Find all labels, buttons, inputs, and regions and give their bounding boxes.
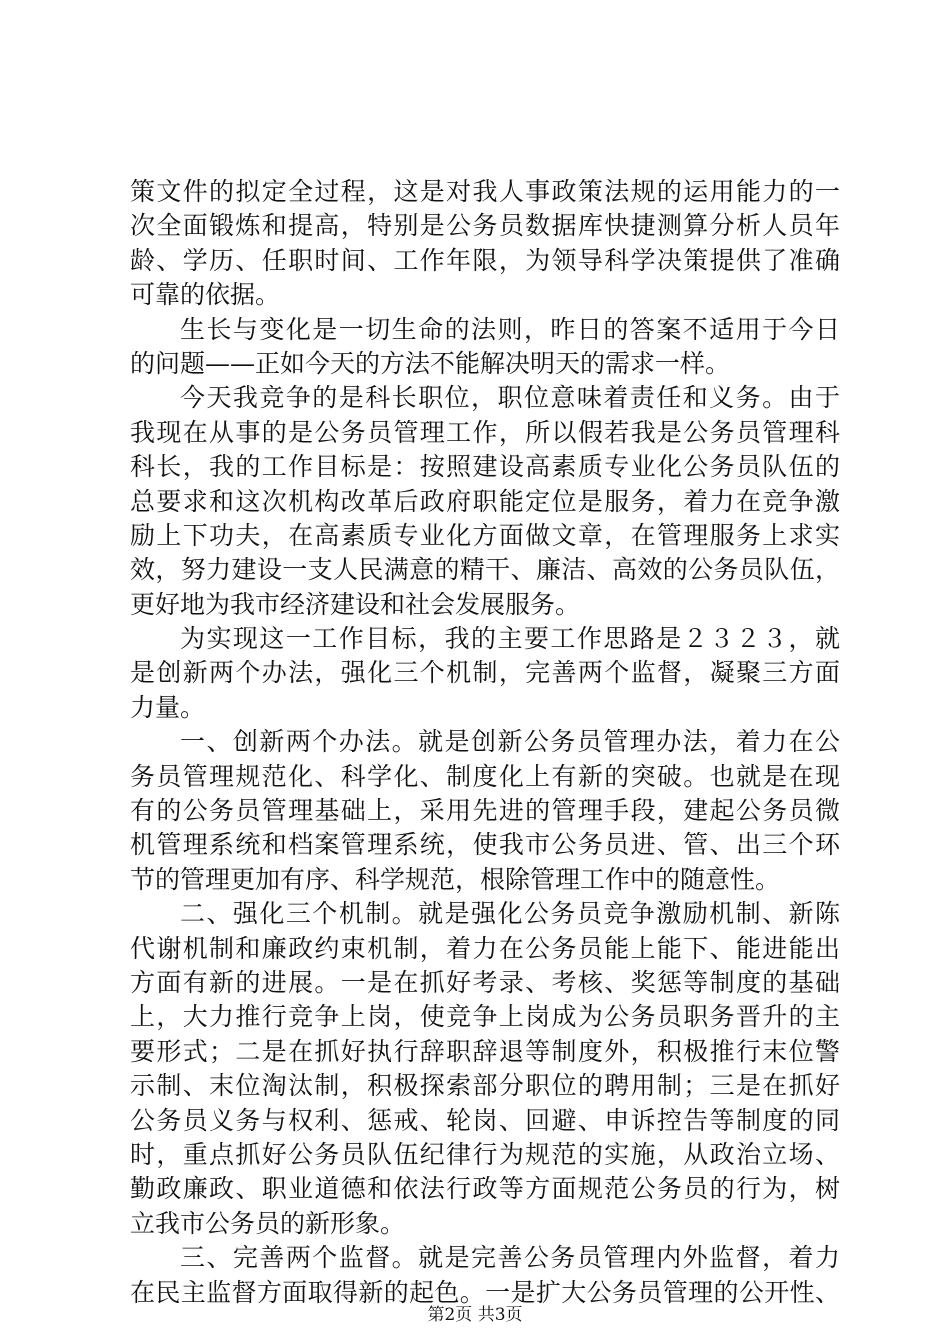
text-line: 是创新两个办法，强化三个机制，完善两个监督，凝聚三方面 <box>130 658 840 688</box>
text-line: 示制、末位淘汰制，积极探索部分职位的聘用制；三是在抓好 <box>130 1071 840 1101</box>
text-line: 时，重点抓好公务员队伍纪律行为规范的实施，从政治立场、 <box>130 1139 840 1169</box>
text-line: 的问题——正如今天的方法不能解决明天的需求一样。 <box>130 348 731 378</box>
text-line: 可靠的依据。 <box>130 280 281 310</box>
text-line: 总要求和这次机构改革后政府职能定位是服务，着力在竞争激 <box>130 486 840 516</box>
text-line: 一、创新两个办法。就是创新公务员管理办法，着力在公 <box>180 727 840 757</box>
text-line: 立我市公务员的新形象。 <box>130 1208 406 1238</box>
text-line: 代谢机制和廉政约束机制，着力在公务员能上能下、能进能出 <box>130 933 840 963</box>
text-line: 今天我竞争的是科长职位，职位意味着责任和义务。由于 <box>180 383 840 413</box>
text-line: 为实现这一工作目标，我的主要工作思路是２３２３，就 <box>180 624 840 654</box>
text-line: 更好地为我市经济建设和社会发展服务。 <box>130 589 581 619</box>
text-line: 在民主监督方面取得新的起色。一是扩大公务员管理的公开性、 <box>130 1277 840 1307</box>
text-line: 我现在从事的是公务员管理工作，所以假若我是公务员管理科 <box>130 417 840 447</box>
page-footer: 第2页 共3页 <box>427 1305 523 1325</box>
text-line: 要形式；二是在抓好执行辞职辞退等制度外，积极推行末位警 <box>130 1036 840 1066</box>
text-line: 上，大力推行竞争上岗，使竞争上岗成为公务员职务晋升的主 <box>130 1002 840 1032</box>
text-line: 勤政廉政、职业道德和依法行政等方面规范公务员的行为，树 <box>130 1174 840 1204</box>
text-line: 机管理系统和档案管理系统，使我市公务员进、管、出三个环 <box>130 830 840 860</box>
text-line: 二、强化三个机制。就是强化公务员竞争激励机制、新陈 <box>180 899 840 929</box>
text-line: 效，努力建设一支人民满意的精干、廉洁、高效的公务员队伍， <box>130 555 840 585</box>
text-line: 公务员义务与权利、惩戒、轮岗、回避、申诉控告等制度的同 <box>130 1105 840 1135</box>
text-line: 方面有新的进展。一是在抓好考录、考核、奖惩等制度的基础 <box>130 967 840 997</box>
text-line: 励上下功夫，在高素质专业化方面做文章，在管理服务上求实 <box>130 520 840 550</box>
text-line: 科长，我的工作目标是：按照建设高素质专业化公务员队伍的 <box>130 452 840 482</box>
text-line: 力量。 <box>130 692 206 722</box>
text-line: 节的管理更加有序、科学规范，根除管理工作中的随意性。 <box>130 864 781 894</box>
document-body <box>130 175 840 1310</box>
text-line: 务员管理规范化、科学化、制度化上有新的突破。也就是在现 <box>130 761 840 791</box>
text-line: 有的公务员管理基础上，采用先进的管理手段，建起公务员微 <box>130 796 840 826</box>
text-line: 策文件的拟定全过程，这是对我人事政策法规的运用能力的一 <box>130 177 840 206</box>
text-line: 次全面锻炼和提高，特别是公务员数据库快捷测算分析人员年 <box>130 211 840 241</box>
text-line: 三、完善两个监督。就是完善公务员管理内外监督，着力 <box>180 1243 840 1273</box>
text-line: 龄、学历、任职时间、工作年限，为领导科学决策提供了准确 <box>130 245 840 275</box>
text-line: 生长与变化是一切生命的法则，昨日的答案不适用于今日 <box>180 314 840 344</box>
